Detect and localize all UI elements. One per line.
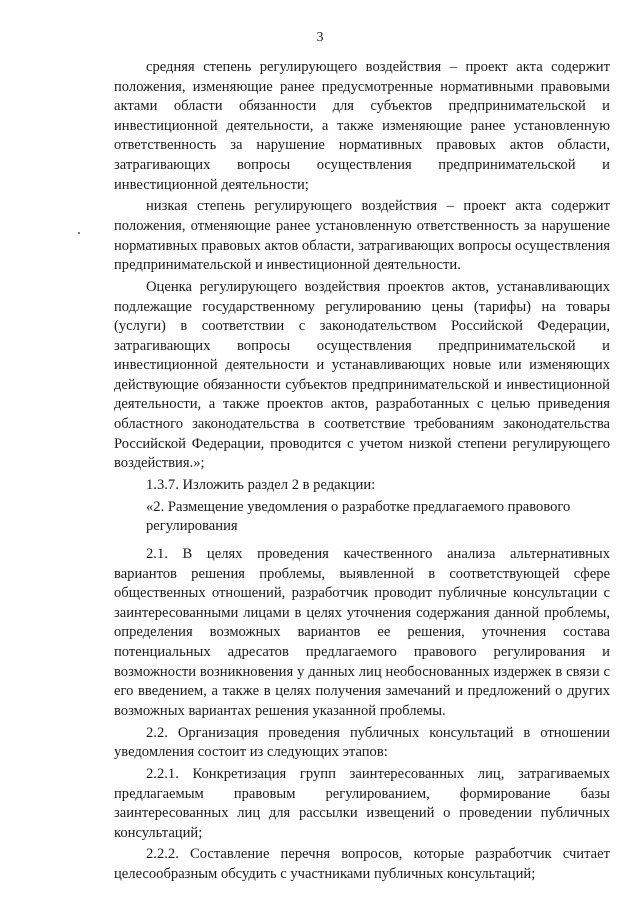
paragraph-amendment: 1.3.7. Изложить раздел 2 в редакции: xyxy=(146,477,376,494)
paragraph-2-2: 2.2. Организация проведения публичных консультаций в отношении уведомления состоит из следующих этапов: xyxy=(114,724,610,761)
page-number: 3 xyxy=(316,30,324,45)
paragraph-2-2-2: 2.2.2. Составление перечня вопросов, которые разработчик считает целесообразным обсудить с участниками публичных консультаций; xyxy=(114,846,610,883)
paragraph-low-impact: низкая степень регулирующего воздействия – проект акта содержит положения, отменяющие ранее установленную ответственность за нарушение нормативных правовых актов области, затрагивающих вопросы осуществления предпринимательской и инвестиционной деятельности. xyxy=(114,198,610,274)
margin-mark xyxy=(78,232,80,234)
paragraph-2-2-1: 2.2.1. Конкретизация групп заинтересованных лиц, затрагиваемых предлагаемым правовым регулированием, формирование базы заинтересованных лиц для рассылки извещений о проведении публичных консультаций; xyxy=(114,765,610,841)
section-heading xyxy=(114,498,610,537)
section-heading-line-2: регулирования xyxy=(146,518,238,535)
paragraph-assessment: Оценка регулирующего воздействия проектов актов, устанавливающих подлежащие государственному регулированию цены (тарифы) на товары (услуги) в соответствии с законодательством Российской Федерации, затрагивающих вопросы осуществления предпринимательской и инвестиционной деятельности и устанавливающих новые или изменяющих действующие обязанности субъектов предпринимательской и инвестиционной деятельности, а также проектов актов, разработанных с целью приведения областного законодательства в соответствие требованиям законодательства Российской Федерации, проводится с учетом низкой степени регулирующего воздействия.»; xyxy=(114,278,610,472)
section-heading-line-1: «2. Размещение уведомления о разработке предлагаемого правового xyxy=(146,498,571,515)
paragraph-medium-impact: средняя степень регулирующего воздействия – проект акта содержит положения, изменяющие ранее предусмотренные нормативными правовыми актами области обязанности для субъектов предпринимательской и инвестиционной деятельности, а также изменяющие ранее установленную ответственность за нарушение нормативных правовых актов области, затрагивающих вопросы осуществления предпринимательской и инвестиционной деятельности; xyxy=(114,59,610,193)
paragraph-2-1: 2.1. В целях проведения качественного анализа альтернативных вариантов решения проблемы, выявленной в соответствующей сфере общественных отношений, разработчик проводит публичные консультации с заинтересованными лицами в целях уточнения содержания данной проблемы, определения возможных вариантов ее решения, уточнения состава потенциальных адресатов предлагаемого правового регулирования и возможности возникновения у данных лиц необоснованных издержек в связи с его введением, а также в целях получения замечаний и предложений о других возможных вариантах решения указанной проблемы. xyxy=(114,546,610,719)
document-body xyxy=(114,58,610,887)
